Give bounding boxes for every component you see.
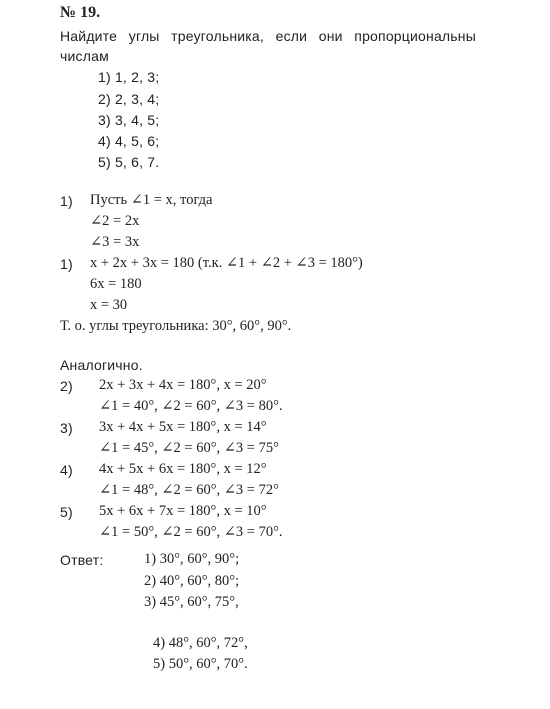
- case-number: 4): [60, 462, 73, 478]
- answer-item-2: 2) 40°, 60°, 80°;: [144, 573, 240, 589]
- step-number: 1): [60, 256, 73, 272]
- case-angles: ∠1 = 50°, ∠2 = 60°, ∠3 = 70°.: [99, 524, 283, 540]
- angle-2-expression: ∠2 = 2x: [90, 213, 140, 229]
- case-angles: ∠1 = 45°, ∠2 = 60°, ∠3 = 75°: [99, 440, 279, 456]
- case-equation: 5x + 6x + 7x = 180°, x = 10°: [99, 503, 267, 519]
- case-number: 2): [60, 378, 73, 394]
- equation-line: 6x = 180: [90, 276, 142, 292]
- angle-3-expression: ∠3 = 3x: [90, 234, 140, 250]
- answer-item-3: 3) 45°, 60°, 75°,: [144, 594, 239, 610]
- option-1: 1) 1, 2, 3;: [98, 69, 160, 85]
- case-angles: ∠1 = 40°, ∠2 = 60°, ∠3 = 80°.: [99, 398, 283, 414]
- case-equation: 3x + 4x + 5x = 180°, x = 14°: [99, 419, 267, 435]
- problem-statement-line2: числам: [60, 48, 109, 64]
- problem-number: № 19.: [60, 4, 101, 21]
- case-number: 3): [60, 420, 73, 436]
- case-equation: 2x + 3x + 4x = 180°, x = 20°: [99, 377, 267, 393]
- option-5: 5) 5, 6, 7.: [98, 154, 160, 170]
- analogously-label: Аналогично.: [60, 357, 143, 373]
- answer-item-5: 5) 50°, 60°, 70°.: [153, 656, 248, 672]
- answer-item-4: 4) 48°, 60°, 72°,: [153, 635, 248, 651]
- case-equation: 4x + 5x + 6x = 180°, x = 12°: [99, 461, 267, 477]
- case-angles: ∠1 = 48°, ∠2 = 60°, ∠3 = 72°: [99, 482, 279, 498]
- option-3: 3) 3, 4, 5;: [98, 112, 160, 128]
- option-2: 2) 2, 3, 4;: [98, 91, 160, 107]
- option-4: 4) 4, 5, 6;: [98, 133, 160, 149]
- problem-statement-line1: Найдите углы треугольника, если они пропорциональны: [60, 28, 476, 44]
- step-text: Пусть ∠1 = x, тогда: [90, 192, 213, 208]
- equation-line: x = 30: [90, 297, 128, 313]
- step-number: 1): [60, 193, 73, 209]
- sum-equation: x + 2x + 3x = 180 (т.к. ∠1 + ∠2 + ∠3 = 180°): [90, 255, 363, 271]
- conclusion: Т. о. углы треугольника: 30°, 60°, 90°.: [60, 318, 292, 334]
- answer-label: Ответ:: [60, 552, 104, 568]
- answer-item-1: 1) 30°, 60°, 90°;: [144, 551, 240, 567]
- case-number: 5): [60, 504, 73, 520]
